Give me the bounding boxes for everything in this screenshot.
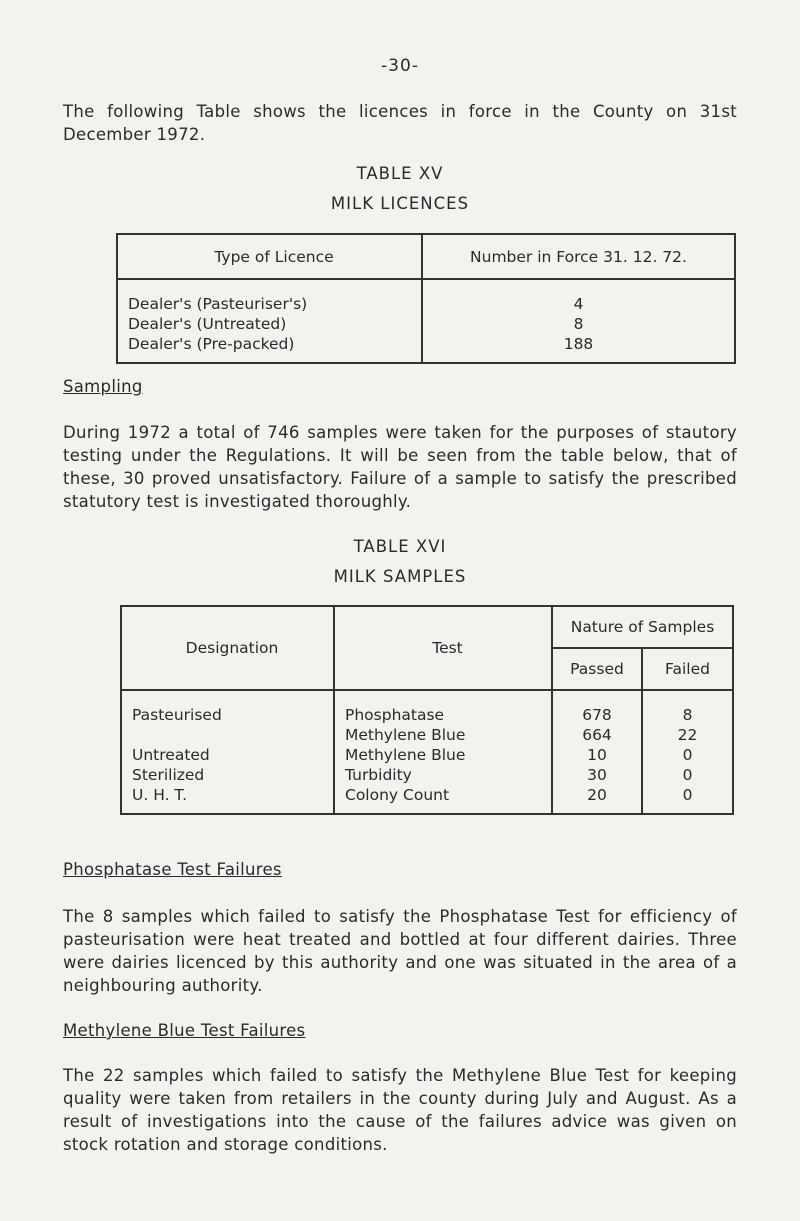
phosphatase-heading: Phosphatase Test Failures xyxy=(63,860,282,879)
licence-numbers-cell xyxy=(422,279,735,363)
failed-value: 0 xyxy=(682,766,693,784)
designation-column xyxy=(121,690,334,814)
designation-value: U. H. T. xyxy=(132,786,187,804)
passed-value: 30 xyxy=(587,766,607,784)
passed-value: 20 xyxy=(587,786,607,804)
header-failed: Failed xyxy=(642,648,733,690)
table15-title: TABLE XV xyxy=(356,164,444,183)
designation-value: Sterilized xyxy=(132,766,205,784)
licence-number: 4 xyxy=(573,295,584,313)
header-number-in-force: Number in Force 31. 12. 72. xyxy=(422,234,735,279)
milk-samples-table xyxy=(120,605,734,815)
sampling-heading: Sampling xyxy=(63,377,143,396)
header-passed: Passed xyxy=(552,648,642,690)
failed-value: 0 xyxy=(682,786,693,804)
failed-value: 22 xyxy=(677,726,698,744)
table16-subtitle: MILK SAMPLES xyxy=(333,567,467,586)
phosphatase-paragraph: The 8 samples which failed to satisfy the Phosphatase Test for efficiency of pasteurisation were heat treated and bottled at four different dairies. Three were dairies licenced by this authority and one was situated in the area of a neighbouring authority. xyxy=(63,907,737,995)
designation-value: Pasteurised xyxy=(132,706,222,724)
licence-type: Dealer's (Untreated) xyxy=(128,315,287,333)
header-test: Test xyxy=(334,606,552,690)
methylene-paragraph: The 22 samples which failed to satisfy the Methylene Blue Test for keeping quality were taken from retailers in the county during July and August. As a result of investigations into the cause of the failures advice was given on stock rotation and storage conditions. xyxy=(63,1066,737,1154)
test-value: Methylene Blue xyxy=(345,746,466,764)
licence-types-cell xyxy=(117,279,422,363)
licence-type: Dealer's (Pre-packed) xyxy=(128,335,295,353)
header-type-of-licence: Type of Licence xyxy=(117,234,422,279)
failed-value: 8 xyxy=(682,706,693,724)
test-value: Turbidity xyxy=(345,766,412,784)
licence-number: 188 xyxy=(563,335,594,353)
passed-value: 678 xyxy=(582,706,612,724)
test-value: Phosphatase xyxy=(345,706,445,724)
table16-title: TABLE XVI xyxy=(353,537,447,556)
table15-subtitle: MILK LICENCES xyxy=(330,194,470,213)
passed-value: 664 xyxy=(582,726,612,744)
header-nature-of-samples: Nature of Samples xyxy=(552,606,733,648)
test-value: Colony Count xyxy=(345,786,450,804)
passed-value: 10 xyxy=(587,746,607,764)
failed-value: 0 xyxy=(682,746,693,764)
milk-licences-table xyxy=(116,233,736,364)
licence-type: Dealer's (Pasteuriser's) xyxy=(128,295,308,313)
failed-column xyxy=(642,690,733,814)
methylene-heading: Methylene Blue Test Failures xyxy=(63,1021,306,1040)
header-designation: Designation xyxy=(121,606,334,690)
test-value: Methylene Blue xyxy=(345,726,466,744)
page-number: -30- xyxy=(381,56,419,76)
intro-paragraph: The following Table shows the licences in force in the County on 31st December 1972. xyxy=(63,102,737,144)
designation-value: Untreated xyxy=(132,746,210,764)
licence-number: 8 xyxy=(573,315,584,333)
test-column xyxy=(334,690,552,814)
passed-column xyxy=(552,690,642,814)
sampling-paragraph: During 1972 a total of 746 samples were taken for the purposes of stautory testing under the Regulations. It will be seen from the table below, that of these, 30 proved unsatisfactory. Failure of a sample to satisfy the prescribed statutory test is investigated thoroughly. xyxy=(63,423,737,511)
